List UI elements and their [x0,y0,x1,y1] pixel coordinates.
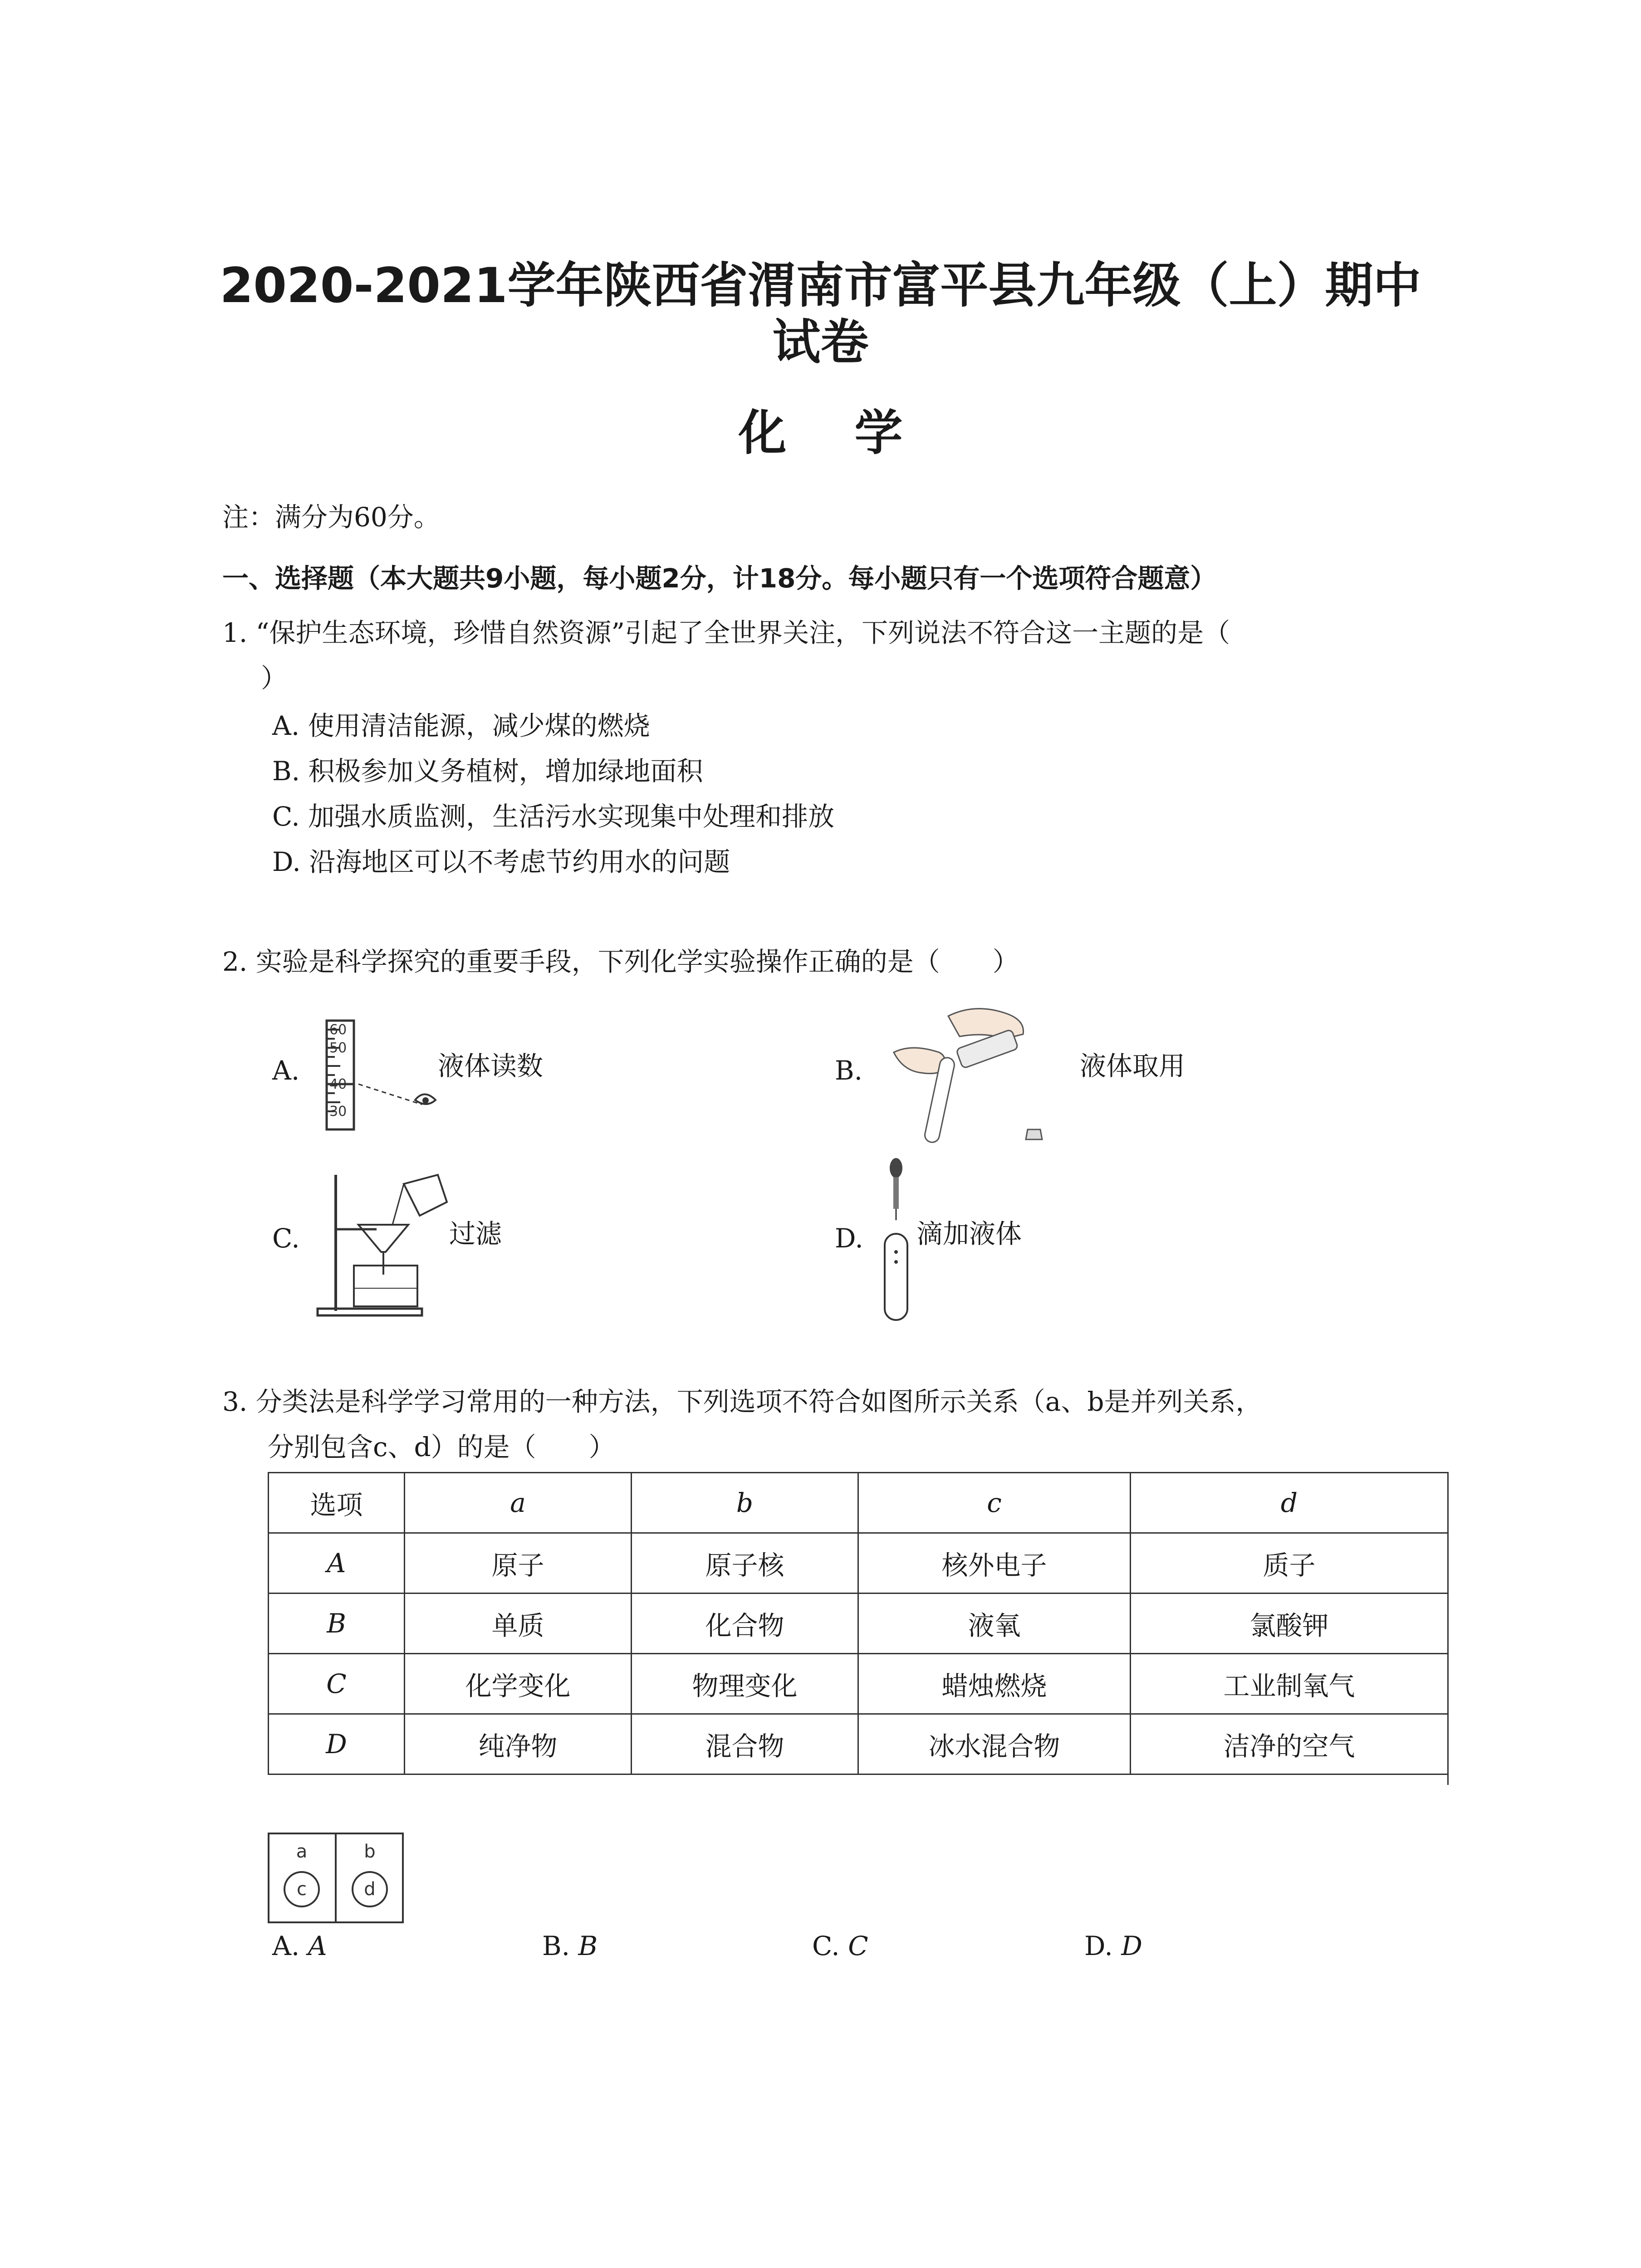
table-row [269,1654,1448,1714]
table-cell: C [269,1654,405,1714]
exam-title-line2: 试卷 [772,314,869,370]
cylinder-tick-40: 40 [329,1076,347,1092]
q1-option-d: D. 沿海地区可以不考虑节约用水的问题 [272,846,730,877]
q3-choice-b-prefix: B. [542,1931,570,1961]
table-cell: 纯净物 [405,1714,632,1774]
q2-label-c: 过滤 [449,1218,502,1249]
q1-stem-line1: 1. “保护生态环境，珍惜自然资源”引起了全世界关注，下列说法不符合这一主题的是（ [222,617,1230,648]
table-cell: A [269,1533,405,1593]
header-cell: a [405,1473,632,1533]
cylinder-tick-60: 60 [329,1022,347,1038]
filtration-figure [313,1166,463,1320]
diagram-label-d: d [364,1879,376,1900]
q3-choice-a-value: A [308,1931,327,1961]
table-cell: 原子 [405,1533,632,1593]
table-cell: 蜡烛燃烧 [858,1654,1131,1714]
graduated-cylinder-figure [318,1016,445,1134]
table-cell: 质子 [1131,1533,1448,1593]
q2-option-c-letter: C. [272,1223,300,1254]
table-cell: 物理变化 [632,1654,858,1714]
table-cell: D [269,1714,405,1774]
q3-choice-b-value: B [578,1931,598,1961]
q1-stem-line2: ） [261,663,288,694]
header-cell: c [858,1473,1131,1533]
q2-label-a: 液体读数 [438,1051,544,1081]
q2-option-a-letter: A. [272,1055,300,1086]
table-cell: 单质 [405,1593,632,1654]
q3-choice-d [1084,1928,1142,1964]
table-cell: 冰水混合物 [858,1714,1131,1774]
q3-stem-line1: 3. 分类法是科学学习常用的一种方法，下列选项不符合如图所示关系（a、b是并列关系， [222,1386,1262,1417]
table-header-row [269,1473,1448,1533]
classification-table [268,1472,1449,1775]
q2-label-b: 液体取用 [1080,1051,1185,1081]
header-cell: b [632,1473,858,1533]
table-cell: 氯酸钾 [1131,1593,1448,1654]
diagram-label-c: c [297,1879,307,1900]
q1-option-c: C. 加强水质监测，生活污水实现集中处理和排放 [272,801,835,832]
exam-title-line1: 2020-2021学年陕西省渭南市富平县九年级（上）期中 [220,258,1421,313]
table-cell: 原子核 [632,1533,858,1593]
relationship-diagram [268,1833,404,1923]
table-row [269,1714,1448,1774]
header-cell: d [1131,1473,1448,1533]
q3-stem-line2: 分别包含c、d）的是（ ） [268,1432,615,1462]
cylinder-tick-30: 30 [329,1104,347,1119]
subject-title: 化学 [738,405,971,461]
q3-choice-d-prefix: D. [1084,1931,1113,1961]
cylinder-tick-50: 50 [329,1040,347,1056]
table-cell: 核外电子 [858,1533,1131,1593]
dropper-figure [878,1157,914,1325]
q3-choice-c-value: C [848,1931,868,1961]
table-right-rule [1447,1472,1449,1785]
header-cell: 选项 [269,1473,405,1533]
q3-choice-d-value: D [1121,1931,1142,1961]
q2-option-b-letter: B. [835,1055,863,1086]
diagram-label-b: b [364,1841,376,1862]
table-cell: B [269,1593,405,1654]
q1-option-b: B. 积极参加义务植树，增加绿地面积 [272,756,703,787]
q3-choice-a-prefix: A. [272,1931,300,1961]
table-cell: 化合物 [632,1593,858,1654]
q3-choice-c [812,1928,868,1964]
table-cell: 混合物 [632,1714,858,1774]
section1-heading: 一、选择题（本大题共9小题，每小题2分，计18分。每小题只有一个选项符合题意） [222,563,1217,594]
score-note: 注：满分为60分。 [222,502,440,533]
q2-stem: 2. 实验是科学探究的重要手段，下列化学实验操作正确的是（ ） [222,946,1019,977]
hand-icon-left [894,1048,945,1074]
q2-label-d: 滴加液体 [916,1218,1022,1249]
q2-option-d-letter: D. [835,1223,863,1254]
table-cell: 洁净的空气 [1131,1714,1448,1774]
q1-option-a: A. 使用清洁能源，减少煤的燃烧 [272,710,650,741]
table-cell: 化学变化 [405,1654,632,1714]
table-row [269,1533,1448,1593]
table-row [269,1593,1448,1654]
q3-choice-b [542,1928,598,1964]
liquid-pouring-figure [889,1002,1071,1152]
table-cell: 液氧 [858,1593,1131,1654]
q3-choice-a [272,1928,327,1964]
diagram-label-a: a [296,1841,308,1862]
q3-choice-c-prefix: C. [812,1931,840,1961]
table-cell: 工业制氧气 [1131,1654,1448,1714]
